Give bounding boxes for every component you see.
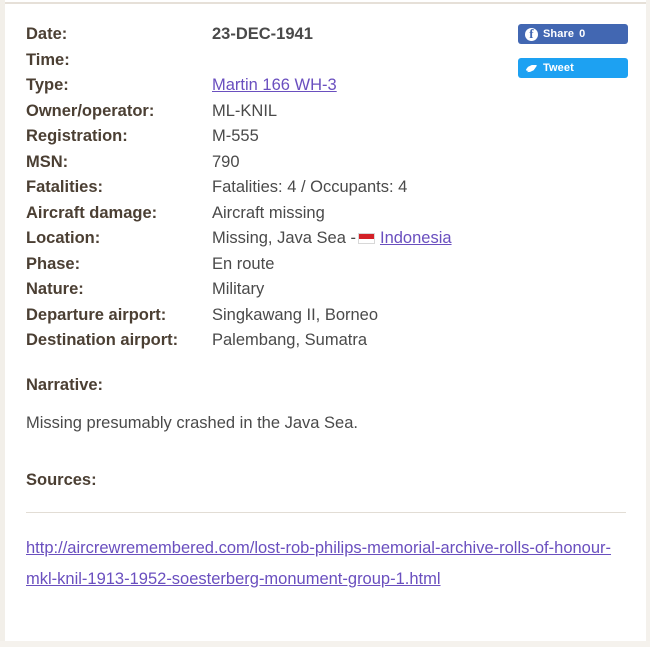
field-label-fatalities: Fatalities: — [26, 178, 104, 196]
field-value-aircraft-damage: Aircraft missing — [212, 203, 325, 222]
right-page-edge — [646, 0, 650, 647]
indonesia-flag-icon — [358, 233, 375, 244]
field-value-registration: M-555 — [212, 127, 259, 145]
table-row — [26, 73, 452, 99]
facebook-share-count: 0 — [579, 28, 586, 40]
field-value-date: 23-DEC-1941 — [212, 25, 313, 43]
narrative-heading: Narrative: — [26, 375, 104, 394]
twitter-tweet-label: Tweet — [543, 62, 574, 74]
location-text: Missing, Java Sea - — [212, 229, 356, 247]
social-share-group — [518, 24, 628, 92]
field-label-msn: MSN: — [26, 152, 69, 171]
top-divider — [0, 2, 650, 4]
field-value-nature: Military — [212, 280, 265, 298]
field-label-aircraft-damage: Aircraft damage: — [26, 203, 158, 222]
field-value-time — [212, 48, 452, 74]
field-label-time: Time: — [26, 50, 70, 69]
aircraft-type-link[interactable]: Martin 166 WH-3 — [212, 76, 337, 94]
field-label-type: Type: — [26, 76, 69, 94]
sources-divider — [26, 512, 626, 513]
field-label-registration: Registration: — [26, 127, 128, 145]
table-row — [26, 48, 452, 74]
field-value-phase: En route — [212, 254, 275, 273]
field-value-fatalities: Fatalities: 4 / Occupants: 4 — [212, 178, 408, 196]
field-label-location: Location: — [26, 229, 101, 247]
table-row — [26, 175, 452, 201]
field-label-destination-airport: Destination airport: — [26, 331, 179, 349]
bottom-page-edge — [0, 641, 650, 647]
table-row — [26, 150, 452, 176]
facebook-share-label: Share — [543, 28, 575, 40]
field-label-nature: Nature: — [26, 280, 84, 298]
sources-heading: Sources: — [26, 470, 97, 489]
facebook-icon — [525, 28, 538, 41]
table-row — [26, 201, 452, 227]
table-row — [26, 303, 452, 329]
field-value-departure-airport: Singkawang II, Borneo — [212, 305, 379, 324]
table-row — [26, 277, 452, 303]
table-row — [26, 252, 452, 278]
field-value-owner-operator: ML-KNIL — [212, 101, 278, 120]
narrative-text: Missing presumably crashed in the Java Sea. — [26, 413, 358, 432]
source-url-link[interactable]: http://aircrewremembered.com/lost-rob-philips-memorial-archive-rolls-of-honour-mkl-knil-1913-1952-soesterberg-monument-group-1.html — [26, 538, 612, 588]
field-value-type — [212, 73, 452, 99]
twitter-icon — [525, 62, 538, 75]
table-row — [26, 22, 452, 48]
country-link-indonesia[interactable]: Indonesia — [379, 229, 452, 247]
table-row — [26, 226, 452, 252]
accident-details-table — [26, 22, 452, 354]
field-label-owner-operator: Owner/operator: — [26, 101, 155, 120]
field-label-date: Date: — [26, 25, 68, 43]
field-label-departure-airport: Departure airport: — [26, 305, 167, 324]
facebook-share-button[interactable] — [518, 24, 628, 44]
field-value-location — [212, 226, 452, 252]
field-label-phase: Phase: — [26, 254, 81, 273]
field-value-destination-airport: Palembang, Sumatra — [212, 331, 368, 349]
twitter-tweet-button[interactable] — [518, 58, 628, 78]
table-row — [26, 328, 452, 354]
table-row — [26, 99, 452, 125]
field-value-msn: 790 — [212, 152, 240, 171]
table-row — [26, 124, 452, 150]
left-page-edge — [0, 0, 5, 647]
